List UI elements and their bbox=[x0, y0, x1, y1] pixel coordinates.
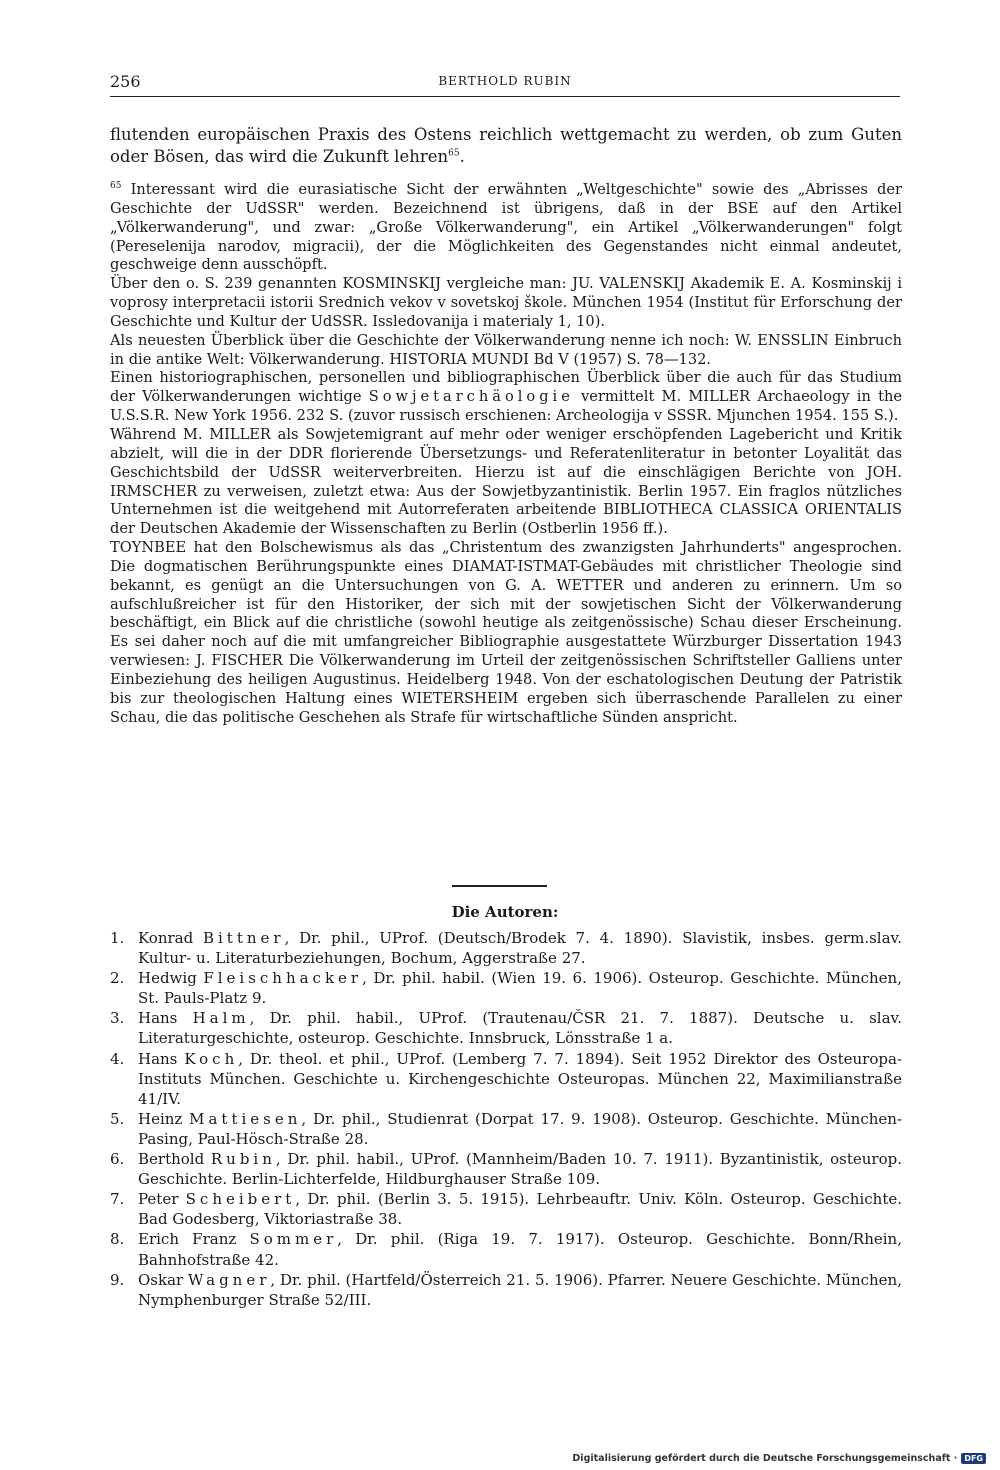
author-last-name: Halm bbox=[192, 1009, 250, 1028]
footnote-text: Interessant wird die eurasiatische Sicht der erwähnten „Weltgeschichte" sowie des „Abrisses der Geschichte der UdSSR" werden. Bezeichnend ist übrigens, daß in der BSE auf den Artikel „Völkerwanderung", und zwar: „Große Völkerwanderung", ein Artikel „Völkerwanderungen" folgt (Pereselenija narodov, migracii), der die Möglichkeiten des Gegenstandes nicht einmal andeutet, geschweige denn ausschöpft. bbox=[110, 181, 902, 274]
digitization-credit: Digitalisierung gefördert durch die Deutsche Forschungsgemeinschaft · bbox=[572, 1452, 958, 1464]
author-details bbox=[138, 1149, 902, 1189]
author-last-name: Wagner bbox=[188, 1270, 271, 1289]
author-info: , Dr. phil., UProf. (Deutsch/Brodek 7. 4. 1890). Slavistik, insbes. germ.slav. Kultur- u. Literaturbeziehungen, Bochum, Aggerstraße 27. bbox=[138, 929, 902, 968]
author-last-name: Rubin bbox=[210, 1150, 276, 1169]
running-head: BERTHOLD RUBIN bbox=[438, 74, 572, 88]
author-entry bbox=[110, 1109, 902, 1149]
footnote-number: 65 bbox=[110, 181, 122, 192]
author-entry bbox=[110, 968, 902, 1008]
author-number: 2. bbox=[110, 969, 125, 988]
authors-heading: Die Autoren: bbox=[451, 903, 559, 921]
page-number: 256 bbox=[110, 72, 141, 91]
page-footer bbox=[572, 1451, 986, 1465]
author-entry bbox=[110, 1149, 902, 1189]
author-details bbox=[138, 1229, 902, 1269]
author-details bbox=[138, 1109, 902, 1149]
author-last-name: Sommer bbox=[249, 1230, 338, 1249]
footnote-text: Einen historiographischen, personellen und bibliographischen Überblick über die auch für das Studium der Völkerwanderungen wichtige bbox=[110, 369, 902, 406]
author-info: , Dr. phil., Studienrat (Dorpat 17. 9. 1908). Osteurop. Geschichte. München-Pasing, Paul-Hösch-Straße 28. bbox=[138, 1109, 902, 1148]
section-divider bbox=[452, 885, 547, 887]
author-info: , Dr. phil. (Riga 19. 7. 1917). Osteurop. Geschichte. Bonn/Rhein, Bahnhofstraße 42. bbox=[138, 1230, 902, 1269]
footnote-paragraph: Als neuesten Überblick über die Geschichte der Völkerwanderung nenne ich noch: W. ENSSLIN Einbruch in die antike Welt: Völkerwanderung. HISTORIA MUNDI Bd V (1957) S. 78—132. bbox=[110, 331, 902, 368]
author-details bbox=[138, 1008, 902, 1048]
author-number: 4. bbox=[110, 1049, 125, 1068]
author-details bbox=[138, 968, 902, 1008]
main-text bbox=[110, 124, 902, 168]
author-info: , Dr. phil. habil., UProf. (Trautenau/ČSR 21. 7. 1887). Deutsche u. slav. Literaturgeschichte, osteurop. Geschichte. Innsbruck, Lönsstraße 1 a. bbox=[138, 1009, 902, 1048]
author-number: 3. bbox=[110, 1009, 125, 1028]
author-number: 8. bbox=[110, 1230, 125, 1249]
author-info: , Dr. phil. habil. (Wien 19. 6. 1906). Osteurop. Geschichte. München, St. Pauls-Platz 9. bbox=[138, 969, 902, 1008]
dfg-logo: DFG bbox=[961, 1453, 986, 1464]
main-text-body: flutenden europäischen Praxis des Ostens reichlich wettgemacht zu werden, ob zum Guten oder Bösen, das wird die Zukunft lehren bbox=[110, 125, 902, 166]
authors-list bbox=[110, 928, 902, 1310]
author-info: , Dr. phil. habil., UProf. (Mannheim/Baden 10. 7. 1911). Byzantinistik, osteurop. Geschichte. Berlin-Lichterfelde, Hildburghauser Straße 109. bbox=[138, 1150, 902, 1189]
author-entry bbox=[110, 1008, 902, 1048]
page-header bbox=[110, 72, 900, 97]
author-first-name: Konrad bbox=[138, 929, 194, 947]
author-info: , Dr. phil. (Hartfeld/Österreich 21. 5. 1906). Pfarrer. Neuere Geschichte. München, Nymphenburger Straße 52/III. bbox=[138, 1270, 902, 1309]
footnote-paragraph: Über den o. S. 239 genannten KOSMINSKIJ vergleiche man: JU. VALENSKIJ Akademik E. A. Kosminskij i voprosy interpretacii istorii Srednich vekov v sovetskoj škole. München 1954 (Institut für Erforschung der Geschichte und Kultur der UdSSR. Issledovanija i materialy 1, 10). bbox=[110, 275, 902, 330]
author-first-name: Oskar bbox=[138, 1270, 184, 1289]
footnote-65 bbox=[110, 181, 902, 275]
author-number: 1. bbox=[110, 929, 125, 947]
footnote-paragraph: TOYNBEE hat den Bolschewismus als das „Christentum des zwanzigsten Jahrhunderts" angesprochen. Die dogmatischen Berührungspunkte eines DIAMAT-ISTMAT-Gebäudes mit christlicher Theologie sind bekannt, es genügt an die Untersuchungen von G. A. WETTER und anderen zu erinnern. Um so aufschlußreicher ist für den Historiker, der sich mit der sowjetischen Sicht der Völkerwanderung beschäftigt, ein Blick auf die christliche (sowohl heutige als zeitgenössische) Schau dieser Erscheinung. Es sei daher noch auf die mit umfangreicher Bibliographie ausgestattete Würzburger Dissertation 1943 verwiesen: J. FISCHER Die Völkerwanderung im Urteil der zeitgenössischen Schriftsteller Galliens unter Einbeziehung des heiligen Augustinus. Heidelberg 1948. Von der eschatologischen Deutung der Patristik bis zur theologischen Haltung eines WIETERSHEIM ergeben sich überraschende Parallelen zu einer Schau, die das politische Geschehen als Strafe für wirtschaftliche Sünden anspricht. bbox=[110, 539, 902, 726]
footnotes bbox=[110, 181, 902, 727]
author-last-name: Fleischhacker bbox=[203, 969, 363, 988]
author-last-name: Koch bbox=[184, 1049, 239, 1068]
author-first-name: Heinz bbox=[138, 1109, 183, 1128]
author-first-name: Hans bbox=[138, 1009, 178, 1028]
footnote-ref[interactable]: 65 bbox=[448, 148, 460, 159]
author-details bbox=[138, 1049, 902, 1109]
author-number: 9. bbox=[110, 1270, 125, 1289]
footnote-paragraph: Während M. MILLER als Sowjetemigrant auf mehr oder weniger erschöpfenden Lagebericht und Kritik abzielt, will die in der DDR florierende Übersetzungs- und Referatenliteratur in betonter Loyalität das Geschichtsbild der UdSSR weiterverbreiten. Hierzu ist auf die einschlägigen Berichte von JOH. IRMSCHER zu verweisen, zuletzt etwa: Aus der Sowjetbyzantinistik. Berlin 1957. Ein fraglos nützliches Unternehmen ist die weitgehend mit Autorreferaten arbeitende BIBLIOTHECA CLASSICA ORIENTALIS der Deutschen Akademie der Wissenschaften zu Berlin (Ostberlin 1956 ff.). bbox=[110, 425, 902, 538]
author-number: 6. bbox=[110, 1150, 125, 1169]
author-first-name: Hedwig bbox=[138, 969, 197, 988]
author-details bbox=[138, 1270, 902, 1310]
author-entry bbox=[110, 1270, 902, 1310]
author-first-name: Hans bbox=[138, 1049, 178, 1068]
author-entry bbox=[110, 1049, 902, 1109]
author-details bbox=[138, 928, 902, 968]
author-details bbox=[138, 1189, 902, 1229]
author-first-name: Peter bbox=[138, 1190, 179, 1209]
author-info: , Dr. phil. (Berlin 3. 5. 1915). Lehrbeauftr. Univ. Köln. Osteurop. Geschichte. Bad Godesberg, Viktoriastraße 38. bbox=[138, 1190, 902, 1229]
footnote-emphasis: Sowjetarchäologie bbox=[368, 388, 574, 406]
author-last-name: Bittner bbox=[202, 929, 285, 947]
footnote-paragraph bbox=[110, 369, 902, 426]
author-entry bbox=[110, 1189, 902, 1229]
author-number: 7. bbox=[110, 1190, 125, 1209]
main-text-end: . bbox=[459, 147, 465, 166]
author-first-name: Berthold bbox=[138, 1150, 205, 1169]
author-entry bbox=[110, 1229, 902, 1269]
author-last-name: Mattiesen bbox=[189, 1109, 302, 1128]
author-info: , Dr. theol. et phil., UProf. (Lemberg 7. 7. 1894). Seit 1952 Direktor des Osteuropa-Instituts München. Geschichte u. Kirchengeschichte Osteuropas. München 22, Maximilianstraße 41/IV. bbox=[138, 1049, 902, 1108]
author-last-name: Scheibert bbox=[185, 1190, 296, 1209]
author-first-name: Erich Franz bbox=[138, 1230, 237, 1249]
footnote-text: vermittelt M. MILLER Archaeology in the U.S.S.R. New York 1956. 232 S. (zuvor russisch erschienen: Archeologija v SSSR. Mjunchen 1954. 155 S.). bbox=[110, 388, 902, 425]
author-entry bbox=[110, 928, 902, 968]
author-number: 5. bbox=[110, 1109, 125, 1128]
